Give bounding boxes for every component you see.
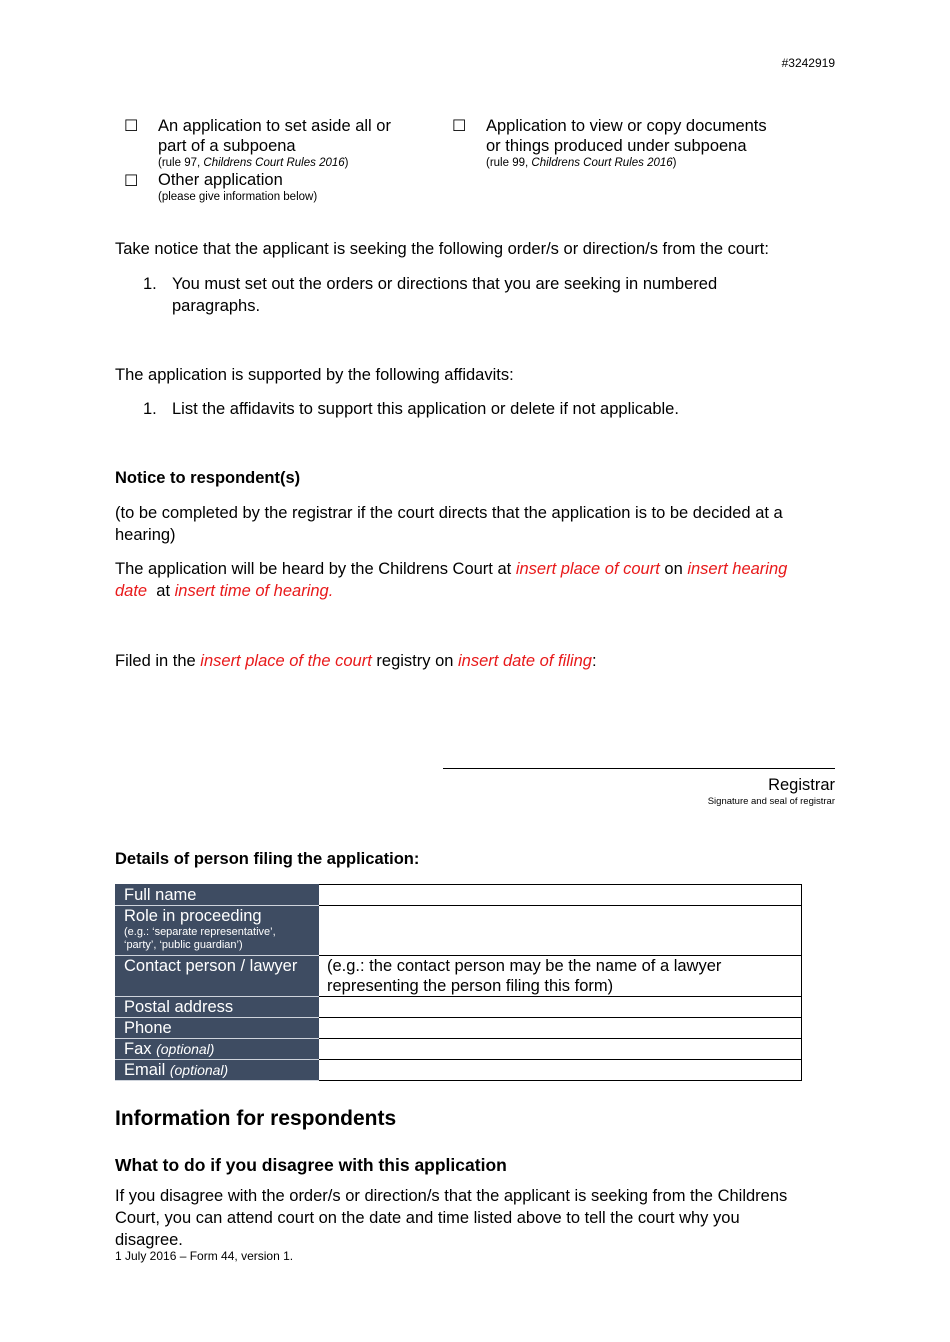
list-number: 1. [143,275,157,293]
notice-instruction-line1: (to be completed by the registrar if the court directs that the application is to be decided at a [115,504,783,522]
hearing-on: on [659,560,688,578]
fax-label-text: Fax [124,1040,157,1058]
affidavits-list-item [143,398,679,420]
table-row [116,906,802,956]
filing-place-field[interactable]: insert place of the court [200,652,372,670]
hearing-details [115,558,787,602]
filed-middle: registry on [371,652,459,670]
footer-version: 1 July 2016 – Form 44, version 1. [115,1249,294,1263]
rule-prefix: (rule 99, [486,157,532,169]
info-heading: Information for respondents [115,1107,397,1130]
filed-suffix: : [591,652,597,670]
email-label-text: Email [124,1061,170,1079]
contact-hint-line1: (e.g.: the contact person may be the name of a lawyer [327,957,722,975]
table-row [116,885,802,906]
contact-label: Contact person / lawyer [116,956,319,997]
hearing-date-field-part2[interactable]: date [115,582,148,600]
phone-label: Phone [116,1018,319,1039]
postal-address-label: Postal address [116,997,319,1018]
full-name-field[interactable] [319,885,802,906]
rule-name: Childrens Court Rules 2016 [531,157,673,169]
hearing-time-field[interactable]: insert time of hearing. [174,582,334,600]
rule-suffix: ) [672,157,677,169]
orders-item-line1: You must set out the orders or directions that you are seeking in numbered [172,275,718,293]
view-copy-line2: or things produced under subpoena [486,137,747,155]
set-aside-checkbox[interactable]: ☐ [124,116,139,135]
role-label-note: (e.g.: ‘separate representative’, ‘party’, ‘public guardian’) [124,926,276,951]
info-line2: Court, you can attend court on the date and time listed above to tell the court why you [115,1209,740,1227]
filing-date-field[interactable]: insert date of filing [458,652,592,670]
filed-statement [115,650,597,672]
notice-heading: Notice to respondent(s) [115,469,301,487]
set-aside-option [158,116,391,170]
other-application-checkbox[interactable]: ☐ [124,171,139,190]
fax-field[interactable] [319,1039,802,1060]
details-heading: Details of person filing the application: [115,850,420,868]
table-row [116,1018,802,1039]
orders-item-line2: paragraphs. [172,297,261,315]
phone-field[interactable] [319,1018,802,1039]
rule-prefix: (rule 97, [158,157,204,169]
role-label-text: Role in proceeding [124,907,262,925]
table-row [116,1039,802,1060]
view-copy-rule [486,156,767,170]
set-aside-line2: part of a subpoena [158,137,296,155]
notice-instruction-line2: hearing) [115,526,176,544]
table-row [116,956,802,997]
view-copy-option [486,116,767,170]
affidavits-intro: The application is supported by the following affidavits: [115,366,514,384]
registrar-label: Registrar [768,776,835,794]
info-line1: If you disagree with the order/s or direction/s that the applicant is seeking from the Childrens [115,1187,788,1205]
contact-hint-line2: representing the person filing this form) [327,977,614,995]
place-of-court-field[interactable]: insert place of court [515,560,660,578]
info-paragraph [115,1185,787,1251]
signature-line[interactable] [443,768,835,769]
hearing-prefix: The application will be heard by the Childrens Court at [115,560,516,578]
other-application-note: (please give information below) [158,191,318,203]
rule-suffix: ) [344,157,349,169]
list-number: 1. [143,400,157,418]
full-name-label: Full name [116,885,319,906]
registrar-note: Signature and seal of registrar [707,796,835,807]
notice-instruction [115,502,783,546]
fax-optional: (optional) [156,1041,215,1057]
hearing-at: at [147,582,175,600]
table-row [116,1060,802,1081]
email-optional: (optional) [169,1062,229,1078]
filed-prefix: Filed in the [115,652,201,670]
rule-name: Childrens Court Rules 2016 [203,157,345,169]
contact-field[interactable] [319,956,802,997]
set-aside-rule [158,156,391,170]
role-field[interactable] [319,906,802,956]
fax-label [116,1039,319,1060]
email-field[interactable] [319,1060,802,1081]
email-label [116,1060,319,1081]
postal-address-field[interactable] [319,997,802,1018]
hearing-date-field-part1[interactable]: insert hearing [687,560,788,578]
reference-number: #3242919 [781,56,835,70]
orders-intro: Take notice that the applicant is seeking the following order/s or direction/s from the court: [115,240,769,258]
orders-list-item [143,273,717,317]
info-subheading: What to do if you disagree with this application [115,1155,507,1175]
info-line3: disagree. [115,1231,183,1249]
table-row [116,997,802,1018]
view-copy-checkbox[interactable]: ☐ [452,116,467,135]
set-aside-line1: An application to set aside all or [158,117,391,135]
role-label [116,906,319,956]
view-copy-line1: Application to view or copy documents [486,117,767,135]
other-application-label: Other application [158,171,283,189]
filer-details-table [115,884,802,1081]
other-application-option [158,170,317,204]
affidavits-item-text: List the affidavits to support this application or delete if not applicable. [172,400,679,418]
